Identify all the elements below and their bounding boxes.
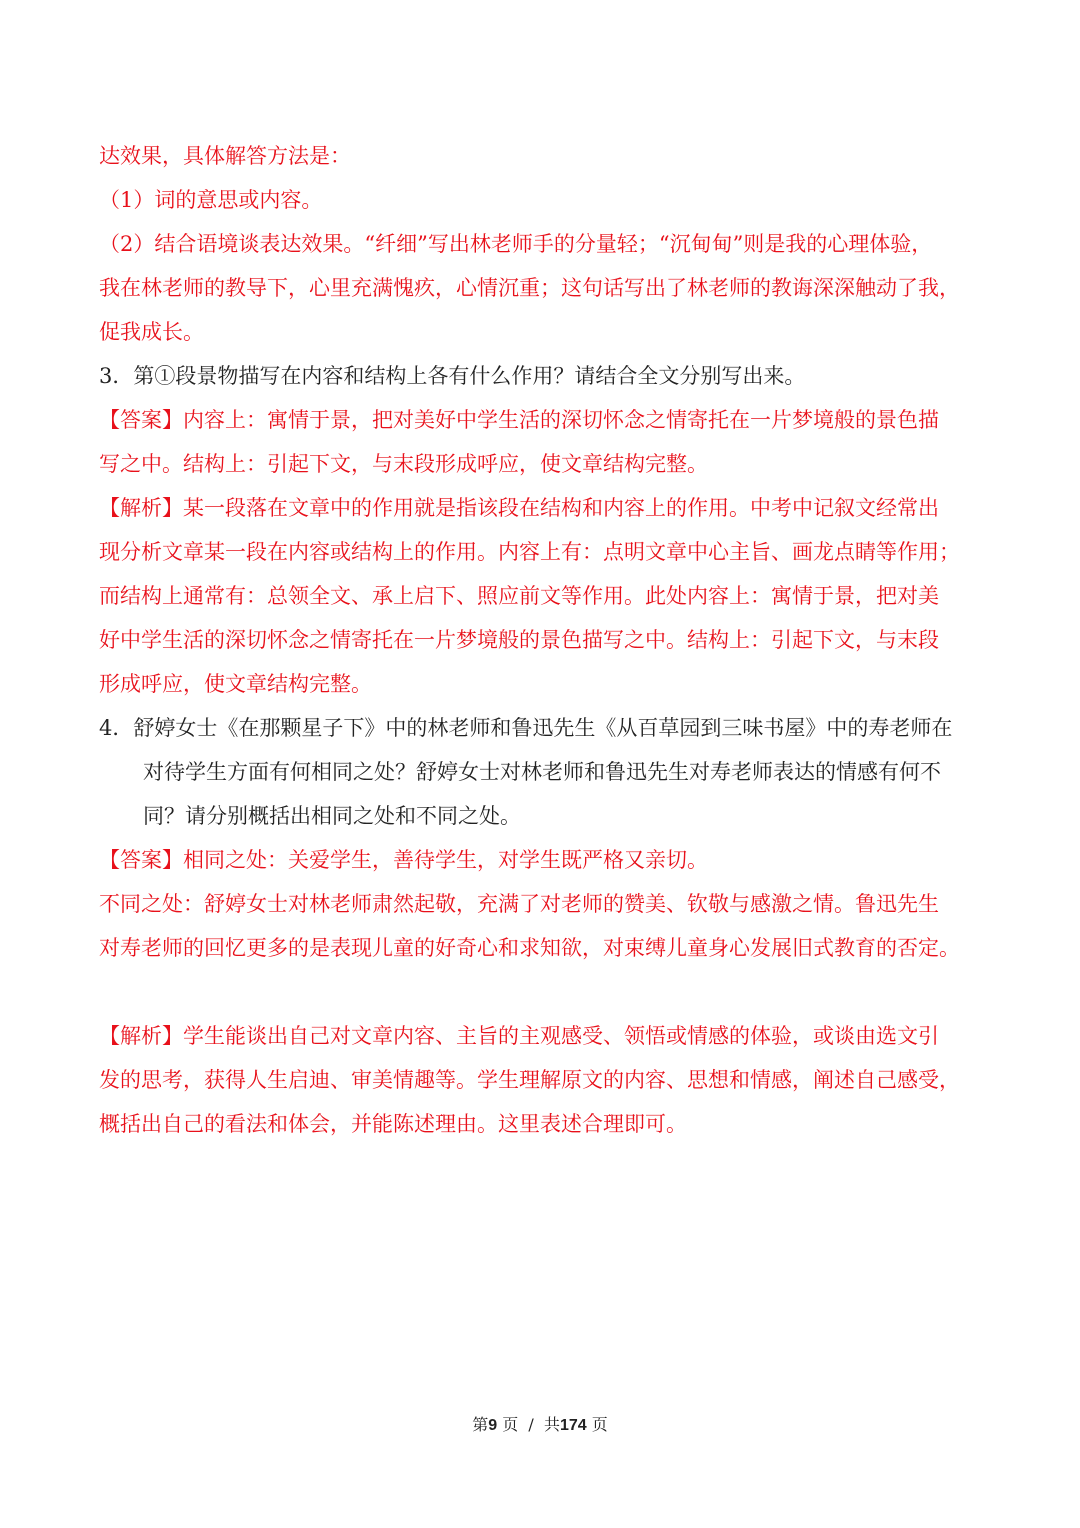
analysis-line: 好中学生活的深切怀念之情寄托在一片梦境般的景色描写之中。结构上：引起下文，与末段	[99, 628, 939, 652]
blank-line	[99, 970, 999, 1014]
answer-line: 【答案】内容上：寓情于景，把对美好中学生活的深切怀念之情寄托在一片梦境般的景色描	[99, 408, 939, 432]
answer-line: 【答案】相同之处：关爱学生，善待学生，对学生既严格又亲切。	[99, 848, 708, 872]
answer-line: 对寿老师的回忆更多的是表现儿童的好奇心和求知欲，对束缚儿童身心发展旧式教育的否定。	[99, 936, 960, 960]
question-4-continued: 对待学生方面有何相同之处？舒婷女士对林老师和鲁迅先生对寿老师表达的情感有何不	[143, 760, 941, 784]
analysis-line: 而结构上通常有：总领全文、承上启下、照应前文等作用。此处内容上：寓情于景，把对美	[99, 584, 939, 608]
page-footer	[0, 1412, 1080, 1435]
footer-suffix: 页	[586, 1415, 608, 1434]
question-4-continued: 同？请分别概括出相同之处和不同之处。	[143, 804, 521, 828]
text-line: 我在林老师的教导下，心里充满愧疚，心情沉重；这句话写出了林老师的教诲深深触动了我，	[99, 276, 960, 300]
analysis-line: 【解析】学生能谈出自己对文章内容、主旨的主观感受、领悟或情感的体验，或谈由选文引	[99, 1024, 939, 1048]
question-3: 3．第①段景物描写在内容和结构上各有什么作用？请结合全文分别写出来。	[99, 364, 806, 388]
text-line: 达效果，具体解答方法是：	[99, 144, 351, 168]
footer-page-number: 9	[488, 1417, 498, 1434]
analysis-line: 现分析文章某一段在内容或结构上的作用。内容上有：点明文章中心主旨、画龙点睛等作用；	[99, 540, 960, 564]
footer-mid: 页 / 共	[497, 1415, 560, 1434]
text-line: 促我成长。	[99, 320, 204, 344]
text-line: （1）词的意思或内容。	[99, 188, 323, 212]
answer-line: 不同之处：舒婷女士对林老师肃然起敬，充满了对老师的赞美、钦敬与感激之情。鲁迅先生	[99, 892, 939, 916]
footer-prefix: 第	[472, 1415, 489, 1434]
answer-line: 写之中。结构上：引起下文，与末段形成呼应，使文章结构完整。	[99, 452, 708, 476]
question-4: 4．舒婷女士《在那颗星子下》中的林老师和鲁迅先生《从百草园到三味书屋》中的寿老师在	[99, 716, 953, 740]
analysis-line: 概括出自己的看法和体会，并能陈述理由。这里表述合理即可。	[99, 1112, 687, 1136]
analysis-line: 发的思考，获得人生启迪、审美情趣等。学生理解原文的内容、思想和情感，阐述自己感受，	[99, 1068, 960, 1092]
analysis-line: 形成呼应，使文章结构完整。	[99, 672, 372, 696]
analysis-line: 【解析】某一段落在文章中的作用就是指该段在结构和内容上的作用。中考中记叙文经常出	[99, 496, 939, 520]
footer-total-pages: 174	[559, 1417, 587, 1434]
text-line: （2）结合语境谈表达效果。“纤细”写出林老师手的分量轻；“沉甸甸”则是我的心理体验，	[99, 232, 933, 256]
page-content	[99, 134, 999, 1146]
